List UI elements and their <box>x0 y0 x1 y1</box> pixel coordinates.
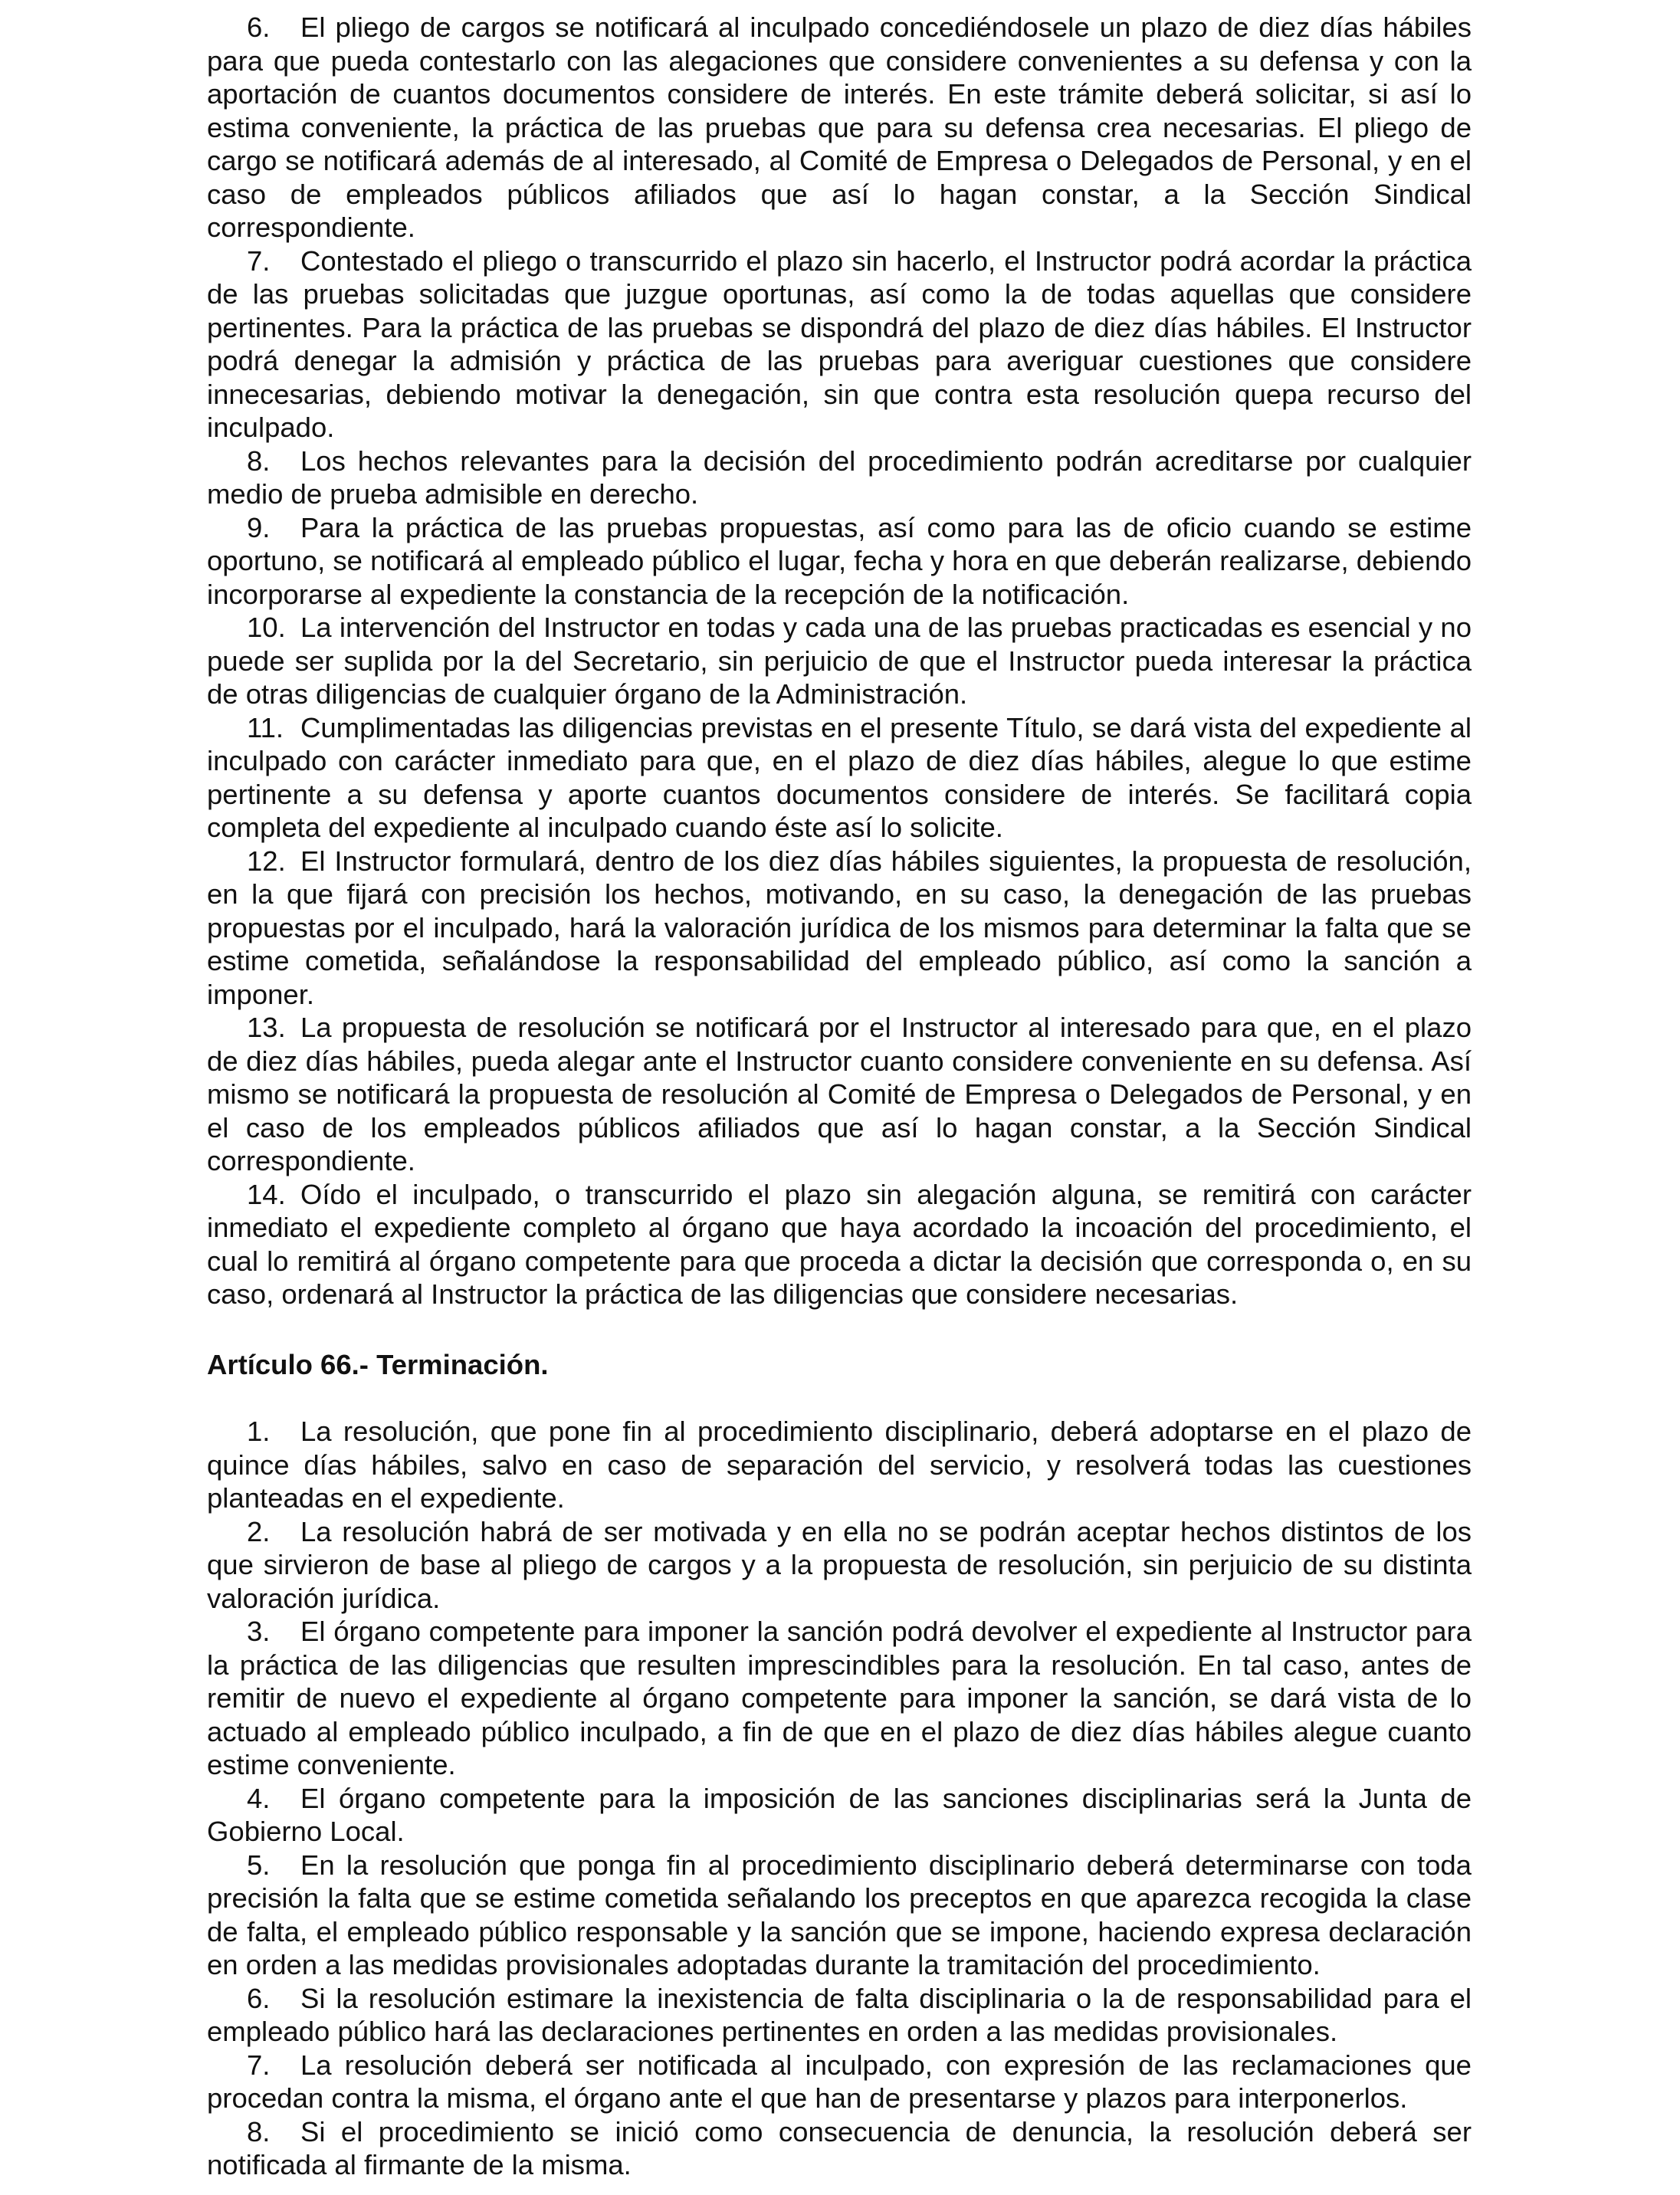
item-text: Cumplimentadas las diligencias previstas en el presente Título, se dará vista del expediente al inculpado con carácter inmediato para que, en el plazo de diez días hábiles, alegue lo que estime pertinente a su defensa y aporte cuantos documentos considere de interés. Se facilitará copia completa del expediente al inculpado cuando éste así lo solicite. <box>207 711 1472 843</box>
paragraph-item <box>207 1849 1472 1982</box>
item-number: 7. <box>247 2049 271 2081</box>
item-text: En la resolución que ponga fin al procedimiento disciplinario deberá determinarse con toda precisión la falta que se estime cometida señalando los preceptos en que aparezca recogida la clase de falta, el empleado público responsable y la sanción que se impone, haciendo expresa declaración en orden a las medidas provisionales adoptadas durante la tramitación del procedimiento. <box>207 1849 1472 1980</box>
paragraph-item <box>207 845 1472 1012</box>
item-number: 6. <box>247 11 271 43</box>
item-number: 3. <box>247 1616 271 1647</box>
paragraph-item <box>207 1178 1472 1311</box>
item-text: La resolución, que pone fin al procedimiento disciplinario, deberá adoptarse en el plazo de quince días hábiles, salvo en caso de separación del servicio, y resolverá todas las cuestiones planteadas en el expediente. <box>207 1416 1472 1514</box>
paragraph-item <box>207 1982 1472 2049</box>
item-number: 2. <box>247 1515 271 1547</box>
paragraph-item <box>207 244 1472 445</box>
paragraph-item <box>207 1782 1472 1849</box>
item-number: 10. <box>247 612 286 643</box>
item-number: 11. <box>247 711 284 743</box>
paragraph-item <box>207 2115 1472 2182</box>
item-text: El pliego de cargos se notificará al inculpado concediéndosele un plazo de diez días hábiles para que pueda contestarlo con las alegaciones que considere convenientes a su defensa y con la aportación de cuantos documentos considere de interés. En este trámite deberá solicitar, si así lo estima conveniente, la práctica de las pruebas que para su defensa crea necesarias. El pliego de cargo se notificará además de al interesado, al Comité de Empresa o Delegados de Personal, y en el caso de empleados públicos afiliados que así lo hagan constar, a la Sección Sindical correspondiente. <box>207 11 1472 243</box>
item-text: Los hechos relevantes para la decisión del procedimiento podrán acreditarse por cualquier medio de prueba admisible en derecho. <box>207 445 1472 510</box>
item-text: El órgano competente para la imposición de las sanciones disciplinarias será la Junta de Gobierno Local. <box>207 1782 1472 1847</box>
item-number: 7. <box>247 244 271 277</box>
item-number: 12. <box>247 845 286 877</box>
item-text: Si la resolución estimare la inexistencia de falta disciplinaria o la de responsabilidad para el empleado público hará las declaraciones pertinentes en orden a las medidas provisionales. <box>207 1982 1472 2047</box>
item-text: Oído el inculpado, o transcurrido el plazo sin alegación alguna, se remitirá con carácter inmediato el expediente completo al órgano que haya acordado la incoación del procedimiento, el cual lo remitirá al órgano competente para que proceda a dictar la decisión que corresponda o, en su caso, ordenará al Instructor la práctica de las diligencias que considere necesarias. <box>207 1178 1472 1310</box>
article-heading: Artículo 66.- Terminación. <box>207 1348 549 1380</box>
paragraph-item <box>207 2049 1472 2115</box>
item-number: 14. <box>247 1178 286 1210</box>
item-text: El órgano competente para imponer la sanción podrá devolver el expediente al Instructor para la práctica de las diligencias que resulten imprescindibles para la resolución. En tal caso, antes de remitir de nuevo el expediente al órgano competente para imponer la sanción, se dará vista de lo actuado al empleado público inculpado, a fin de que en el plazo de diez días hábiles alegue cuanto estime conveniente. <box>207 1616 1472 1780</box>
paragraph-item <box>207 611 1472 711</box>
item-number: 8. <box>247 2115 271 2147</box>
item-number: 1. <box>247 1416 271 1447</box>
paragraph-item <box>207 1415 1472 1515</box>
item-text: Contestado el pliego o transcurrido el plazo sin hacerlo, el Instructor podrá acordar la práctica de las pruebas solicitadas que juzgue oportunas, así como la de todas aquellas que considere pertinentes. Para la práctica de las pruebas se dispondrá del plazo de diez días hábiles. El Instructor podrá denegar la admisión y práctica de las pruebas para averiguar cuestiones que considere innecesarias, debiendo motivar la denegación, sin que contra esta resolución quepa recurso del inculpado. <box>207 244 1472 443</box>
item-number: 9. <box>247 511 271 543</box>
item-number: 4. <box>247 1782 271 1814</box>
item-number: 6. <box>247 1982 271 2014</box>
paragraph-item <box>207 445 1472 511</box>
item-number: 8. <box>247 445 271 477</box>
paragraph-item <box>207 1515 1472 1616</box>
item-text: Si el procedimiento se inició como consecuencia de denuncia, la resolución deberá ser notificada al firmante de la misma. <box>207 2115 1472 2180</box>
document-page <box>207 11 1472 2182</box>
item-text: La propuesta de resolución se notificará por el Instructor al interesado para que, en el plazo de diez días hábiles, pueda alegar ante el Instructor cuanto considere conveniente en su defensa. Así mismo se notificará la propuesta de resolución al Comité de Empresa o Delegados de Personal, y en el caso de los empleados públicos afiliados que así lo hagan constar, a la Sección Sindical correspondiente. <box>207 1012 1472 1176</box>
item-number: 5. <box>247 1849 271 1881</box>
paragraph-item <box>207 511 1472 612</box>
paragraph-item <box>207 1011 1472 1178</box>
paragraph-item <box>207 711 1472 845</box>
item-text: La resolución deberá ser notificada al inculpado, con expresión de las reclamaciones que procedan contra la misma, el órgano ante el que han de presentarse y plazos para interponerlos. <box>207 2049 1472 2114</box>
paragraph-item <box>207 1615 1472 1782</box>
item-number: 13. <box>247 1012 286 1043</box>
paragraph-item <box>207 11 1472 244</box>
item-text: Para la práctica de las pruebas propuestas, así como para las de oficio cuando se estime oportuno, se notificará al empleado público el lugar, fecha y hora en que deberán realizarse, debiendo incorporarse al expediente la constancia de la recepción de la notificación. <box>207 511 1472 610</box>
item-text: El Instructor formulará, dentro de los diez días hábiles siguientes, la propuesta de resolución, en la que fijará con precisión los hechos, motivando, en su caso, la denegación de las pruebas propuestas por el inculpado, hará la valoración jurídica de los mismos para determinar la falta que se estime cometida, señalándose la responsabilidad del empleado público, así como la sanción a imponer. <box>207 845 1472 1010</box>
item-text: La intervención del Instructor en todas y cada una de las pruebas practicadas es esencial y no puede ser suplida por la del Secretario, sin perjuicio de que el Instructor pueda interesar la práctica de otras diligencias de cualquier órgano de la Administración. <box>207 612 1472 710</box>
item-text: La resolución habrá de ser motivada y en ella no se podrán aceptar hechos distintos de los que sirvieron de base al pliego de cargos y a la propuesta de resolución, sin perjuicio de su distinta valoración jurídica. <box>207 1515 1472 1614</box>
